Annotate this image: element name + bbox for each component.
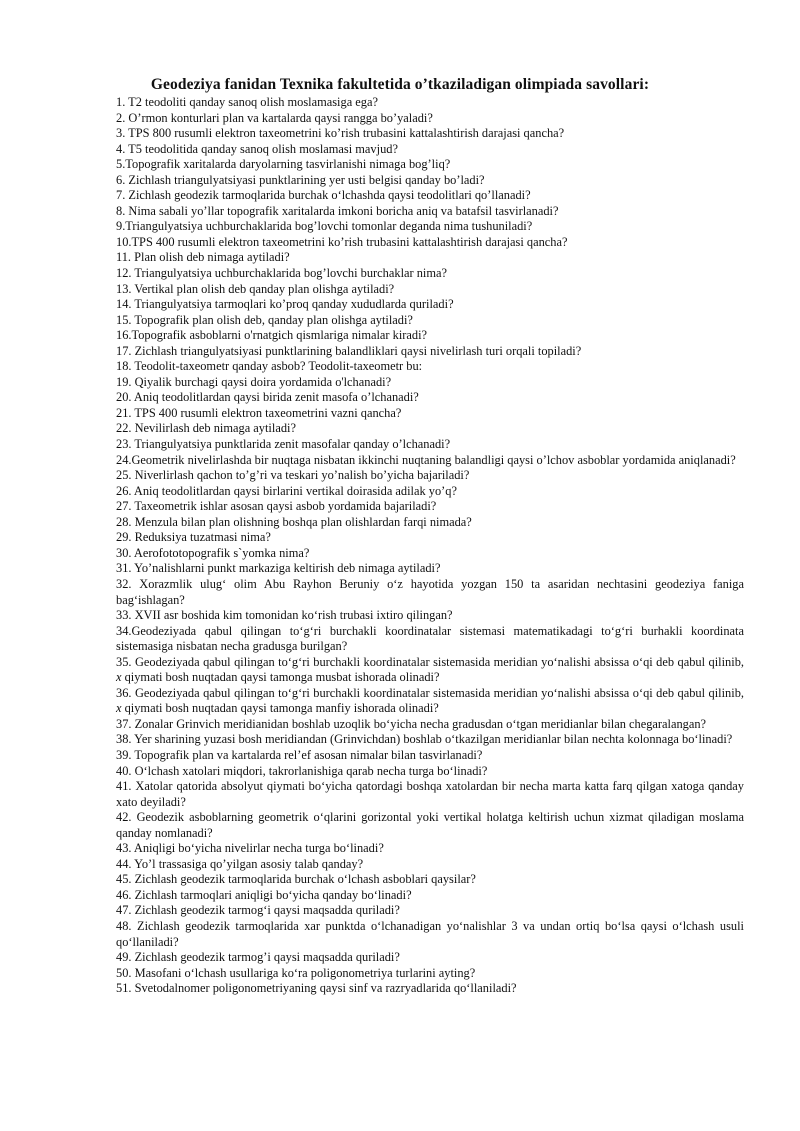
question-item: 15. Topografik plan olish deb, qanday plan olishga aytiladi? [116, 312, 413, 327]
question-item: 47. Zichlash geodezik tarmog‘i qaysi maqsadda quriladi? [116, 903, 400, 918]
question-item: 3. TPS 800 rusumli elektron taxeometrini ko’rish trubasini kattalashtirish darajasi qancha? [116, 126, 565, 141]
question-item: 11. Plan olish deb nimaga aytiladi? [116, 250, 290, 265]
question-item: 29. Reduksiya tuzatmasi nima? [116, 530, 271, 545]
question-item: 22. Nevilirlash deb nimaga aytiladi? [116, 421, 296, 436]
question-item: 14. Triangulyatsiya tarmoqlari ko’proq qanday xududlarda quriladi? [116, 297, 454, 312]
question-item: 18. Teodolit-taxeometr qanday asbob? Teodolit-taxeometr bu: [116, 359, 423, 374]
question-item: 2. O’rmon konturlari plan va kartalarda qaysi rangga bo’yaladi? [116, 110, 433, 125]
question-item: 42. Geodezik asboblarning geometrik o‘qlarini gorizontal yoki vertikal holatga keltirish uchun xizmat qiladigan moslama qanday nomlanadi? [116, 810, 744, 840]
question-item: 34.Geodeziyada qabul qilingan to‘g‘ri burchakli koordinatalar sistemasi matematikadagi to‘g‘ri burhakli koordinata sistemasiga nisbatan necha gradusga burilgan? [116, 623, 744, 654]
question-item: 30. Aerofototopografik s`yomka nima? [116, 545, 310, 560]
question-item: 24.Geometrik nivelirlashda bir nuqtaga nisbatan ikkinchi nuqtaning balandligi qaysi o’lchov asboblar yordamida aniqlanadi? [116, 452, 736, 467]
question-item: 44. Yo’l trassasiga qo’yilgan asosiy talab qanday? [116, 856, 364, 871]
question-item: 38. Yer sharining yuzasi bosh meridiandan (Grinvichdan) boshlab o‘tkazilgan meridianlar bilan nechta kolonnaga bo‘linadi? [116, 732, 733, 747]
question-item: 5.Topografik xaritalarda daryolarning tasvirlanishi nimaga bog’liq? [116, 157, 451, 172]
question-item: 43. Aniqligi bo‘yicha nivelirlar necha turga bo‘linadi? [116, 841, 384, 856]
question-item: 27. Taxeometrik ishlar asosan qaysi asbob yordamida bajariladi? [116, 499, 437, 514]
question-item: 10.TPS 400 rusumli elektron taxeometrini ko’rish trubasini kattalashtirish darajasi qancha? [116, 234, 568, 249]
question-item: 21. TPS 400 rusumli elektron taxeometrini vazni qancha? [116, 405, 402, 420]
document-title: Geodeziya fanidan Texnika fakultetida o’tkaziladigan olimpiada savollari: [150, 76, 650, 93]
question-item: 16.Topografik asboblarni o'rnatgich qismlariga nimalar kiradi? [116, 328, 428, 343]
question-item: 28. Menzula bilan plan olishning boshqa plan olishlardan farqi nimada? [116, 514, 472, 529]
question-item: 40. O‘lchash xatolari miqdori, takrorlanishiga qarab necha turga bo‘linadi? [116, 763, 488, 778]
question-item: 4. T5 teodolitida qanday sanoq olish moslamasi mavjud? [116, 141, 398, 156]
question-item: 20. Aniq teodolitlardan qaysi birida zenit masofa o’lchanadi? [116, 390, 419, 405]
question-item: 51. Svetodalnomer poligonometriyaning qaysi sinf va razryadlarida qo‘llaniladi? [116, 981, 517, 996]
question-item: 49. Zichlash geodezik tarmog’i qaysi maqsadda quriladi? [116, 950, 400, 965]
question-item: 26. Aniq teodolitlardan qaysi birlarini vertikal doirasida adilak yo’q? [116, 483, 457, 498]
question-item: 46. Zichlash tarmoqlari aniqligi bo‘yicha qanday bo‘linadi? [116, 887, 412, 902]
question-item: 41. Xatolar qatorida absolyut qiymati bo‘yicha qatordagi boshqa xatolardan bir necha marta katta farq qilgan xatoga qanday xato deyiladi? [116, 779, 744, 809]
question-item: 31. Yo’nalishlarni punkt markaziga keltirish deb nimaga aytiladi? [116, 561, 441, 576]
question-item: 48. Zichlash geodezik tarmoqlarida xar punktda o‘lchanadigan yo‘nalishlar 3 va undan ortiq bo‘lsa qaysi o‘lchash usuli qo‘llaniladi? [116, 918, 744, 949]
question-list [116, 95, 744, 997]
question-item: 50. Masofani o‘lchash usullariga ko‘ra poligonometriya turlarini ayting? [116, 965, 476, 980]
question-item: 33. XVII asr boshida kim tomonidan ko‘rish trubasi ixtiro qilingan? [116, 608, 453, 623]
question-item: 36. Geodeziyada qabul qilingan to‘g‘ri burchakli koordinatalar sistemasida meridian yo‘nalishi absissa o‘qi deb qabul qilinib, x qiymati bosh nuqtadan qaysi tamonga manfiy ishorada olinadi? [116, 685, 744, 716]
question-item: 8. Nima sabali yo’llar topografik xaritalarda imkoni boricha aniq va batafsil tasvirlanadi? [116, 203, 559, 218]
question-item: 35. Geodeziyada qabul qilingan to‘g‘ri burchakli koordinatalar sistemasida meridian yo‘nalishi absissa o‘qi deb qabul qilinib, x qiymati bosh nuqtadan qaysi tamonga musbat ishorada olinadi? [116, 654, 744, 685]
question-item: 45. Zichlash geodezik tarmoqlarida burchak o‘lchash asboblari qaysilar? [116, 872, 476, 887]
question-item: 23. Triangulyatsiya punktlarida zenit masofalar qanday o’lchanadi? [116, 437, 451, 452]
question-item: 32. Xorazmlik ulug‘ olim Abu Rayhon Beruniy o‘z hayotida yozgan 150 ta asaridan nechtasini geodeziya faniga bag‘ishlagan? [116, 576, 744, 607]
question-item: 17. Zichlash triangulyatsiyasi punktlarining balandliklari qaysi nivelirlash turi orqali topiladi? [116, 343, 582, 358]
question-item: 6. Zichlash triangulyatsiyasi punktlarining yer usti belgisi qanday bo’ladi? [116, 172, 485, 187]
question-item: 9.Triangulyatsiya uchburchaklarida bog’lovchi tomonlar deganda nima tushuniladi? [116, 219, 533, 234]
question-item: 7. Zichlash geodezik tarmoqlarida burchak o‘lchashda qaysi teodolitlari qo’llanadi? [116, 188, 531, 203]
question-item: 19. Qiyalik burchagi qaysi doira yordamida o'lchanadi? [116, 374, 392, 389]
question-item: 37. Zonalar Grinvich meridianidan boshlab uzoqlik bo‘yicha necha gradusdan o‘tgan meridianlar bilan chegaralangan? [116, 716, 707, 731]
question-item: 13. Vertikal plan olish deb qanday plan olishga aytiladi? [116, 281, 395, 296]
question-item: 39. Topografik plan va kartalarda rel’ef asosan nimalar bilan tasvirlanadi? [116, 747, 483, 762]
question-item: 12. Triangulyatsiya uchburchaklarida bog’lovchi burchaklar nima? [116, 266, 448, 281]
question-item: 1. T2 teodoliti qanday sanoq olish moslamasiga ega? [116, 95, 378, 109]
question-item: 25. Niverlirlash qachon to’g’ri va teskari yo’nalish bo’yicha bajariladi? [116, 468, 470, 483]
